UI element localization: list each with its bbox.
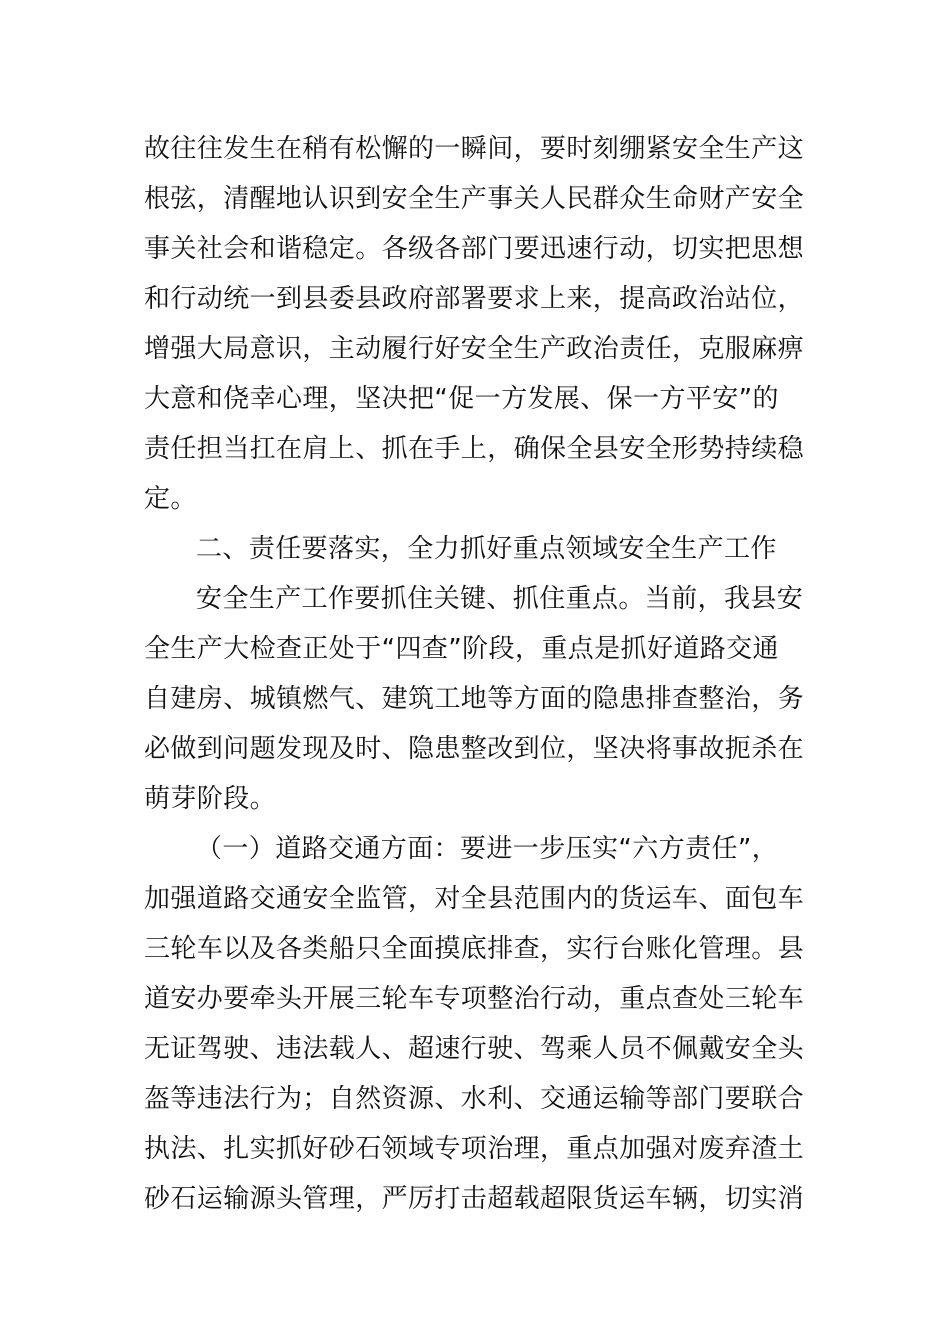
- text-line: 执法、扎实抓好砂石领域专项治理，重点加强对废弃渣土: [144, 1134, 805, 1164]
- text-line: 三轮车以及各类船只全面摸底排查，实行台账化管理。县: [144, 934, 805, 964]
- text-line: 和行动统一到县委县政府部署要求上来，提高政治站位，: [144, 284, 805, 314]
- subsection-line: （一）道路交通方面：要进一步压实“六方责任”，: [196, 834, 779, 864]
- text-line: 自建房、城镇燃气、建筑工地等方面的隐患排查整治，务: [144, 684, 805, 714]
- text-line: 事关社会和谐稳定。各级各部门要迅速行动，切实把思想: [144, 234, 805, 264]
- text-line: 责任担当扛在肩上、抓在手上，确保全县安全形势持续稳: [144, 434, 805, 464]
- text-line: 砂石运输源头管理，严厉打击超载超限货运车辆，切实消: [144, 1184, 805, 1214]
- text-line: 全生产大检查正处于“四查”阶段，重点是抓好道路交通: [144, 634, 779, 664]
- text-line: 必做到问题发现及时、隐患整改到位，坚决将事故扼杀在: [144, 734, 805, 764]
- text-line: 萌芽阶段。: [144, 784, 277, 814]
- text-line: 加强道路交通安全监管，对全县范围内的货运车、面包车: [144, 884, 805, 914]
- text-line: 道安办要牵头开展三轮车专项整治行动，重点查处三轮车: [144, 984, 805, 1014]
- text-line: 根弦，清醒地认识到安全生产事关人民群众生命财产安全: [144, 184, 805, 214]
- text-line: 无证驾驶、违法载人、超速行驶、驾乘人员不佩戴安全头: [144, 1034, 805, 1064]
- text-line: 盔等违法行为；自然资源、水利、交通运输等部门要联合: [144, 1084, 805, 1114]
- text-line: 故往往发生在稍有松懈的一瞬间，要时刻绷紧安全生产这: [144, 134, 805, 164]
- text-line: 定。: [144, 484, 197, 514]
- text-line: 增强大局意识，主动履行好安全生产政治责任，克服麻痹: [144, 334, 805, 364]
- text-line: 大意和侥幸心理，坚决把“促一方发展、保一方平安”的: [144, 384, 779, 414]
- text-line: 安全生产工作要抓住关键、抓住重点。当前，我县安: [196, 584, 804, 614]
- section-heading: 二、责任要落实，全力抓好重点领域安全生产工作: [196, 534, 777, 564]
